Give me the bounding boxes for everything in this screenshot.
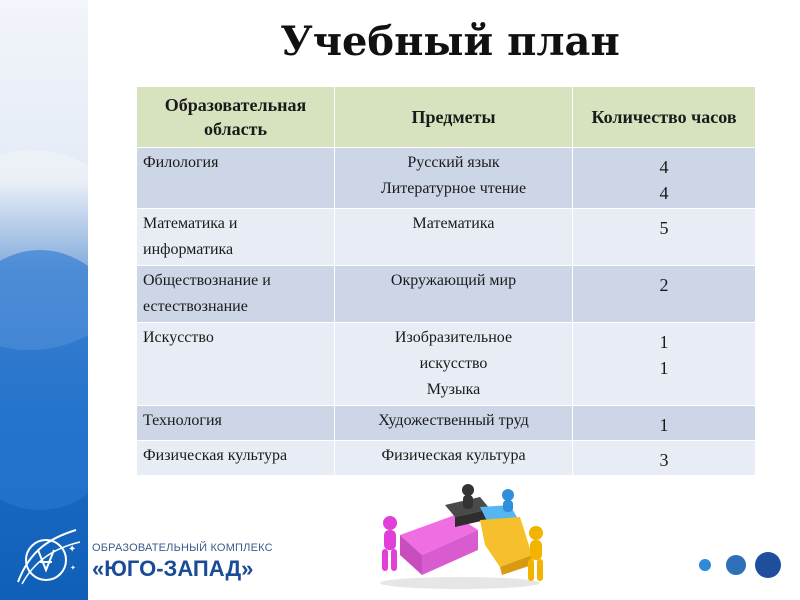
header-subjects: Предметы <box>335 87 573 148</box>
cell-area-line: Технология <box>143 412 222 429</box>
cell-hours-line: 1 <box>659 332 669 352</box>
cell-hours-line: 4 <box>659 183 669 203</box>
cell-subjects-line: искусство <box>419 355 488 372</box>
cell-area-line: Математика и <box>143 215 238 232</box>
band-wave <box>0 250 88 510</box>
logo-emblem-icon <box>10 520 88 590</box>
table-row <box>137 323 756 406</box>
cell-area <box>137 406 335 441</box>
cell-subjects <box>335 441 573 476</box>
cell-area <box>137 148 335 209</box>
cell-subjects-line: Изобразительное <box>394 329 513 346</box>
cell-subjects <box>335 406 573 441</box>
cell-area-line: Искусство <box>143 329 214 346</box>
svg-text:✦: ✦ <box>68 544 77 555</box>
curriculum-table <box>136 86 756 476</box>
cell-hours <box>573 266 756 323</box>
cell-subjects-line: Физическая культура <box>381 447 526 464</box>
cell-area <box>137 323 335 406</box>
decorative-dots <box>696 548 786 582</box>
cell-subjects <box>335 209 573 266</box>
logo-name: «ЮГО-ЗАПАД» <box>92 556 254 581</box>
cell-area-line: Филология <box>143 154 219 171</box>
svg-text:✦: ✦ <box>70 564 76 572</box>
cell-area-line: Обществознание и <box>143 272 271 289</box>
table-row <box>137 209 756 266</box>
header-hours: Количество часов <box>573 87 756 148</box>
table-row <box>137 148 756 209</box>
table-body <box>137 148 756 476</box>
cell-hours-line: 1 <box>659 358 669 378</box>
cell-area <box>137 441 335 476</box>
table-row <box>137 406 756 441</box>
page-title: Учебный план <box>280 18 620 65</box>
cell-subjects-line: Русский язык <box>407 154 500 171</box>
logo-subtitle: ОБРАЗОВАТЕЛЬНЫЙ КОМПЛЕКС <box>92 542 273 554</box>
left-decorative-band <box>0 0 88 600</box>
cell-area-line: информатика <box>143 241 234 258</box>
cell-subjects-line: Математика <box>412 215 495 232</box>
cell-subjects-line: Художественный труд <box>378 412 529 429</box>
cell-hours <box>573 406 756 441</box>
cell-area <box>137 266 335 323</box>
cell-hours <box>573 209 756 266</box>
cell-hours-line: 2 <box>659 275 669 295</box>
cell-hours <box>573 148 756 209</box>
table-row <box>137 441 756 476</box>
cell-subjects <box>335 266 573 323</box>
cell-hours-line: 3 <box>659 450 669 470</box>
cell-hours-line: 4 <box>659 157 669 177</box>
puzzle-people-illustration <box>360 475 560 590</box>
cell-hours <box>573 323 756 406</box>
table-row <box>137 266 756 323</box>
cell-subjects <box>335 323 573 406</box>
school-logo <box>10 520 290 590</box>
cell-area-line: естествознание <box>143 298 248 315</box>
cell-hours-line: 5 <box>659 218 669 238</box>
cell-hours <box>573 441 756 476</box>
cell-area <box>137 209 335 266</box>
table-header-row <box>137 87 756 148</box>
cell-hours-line: 1 <box>659 415 669 435</box>
cell-subjects-line: Литературное чтение <box>380 180 527 197</box>
cell-subjects-line: Музыка <box>426 381 481 398</box>
cell-subjects-line: Окружающий мир <box>390 272 517 289</box>
cell-area-line: Физическая культура <box>143 447 288 464</box>
cell-subjects <box>335 148 573 209</box>
header-area: Образовательная область <box>137 87 335 148</box>
